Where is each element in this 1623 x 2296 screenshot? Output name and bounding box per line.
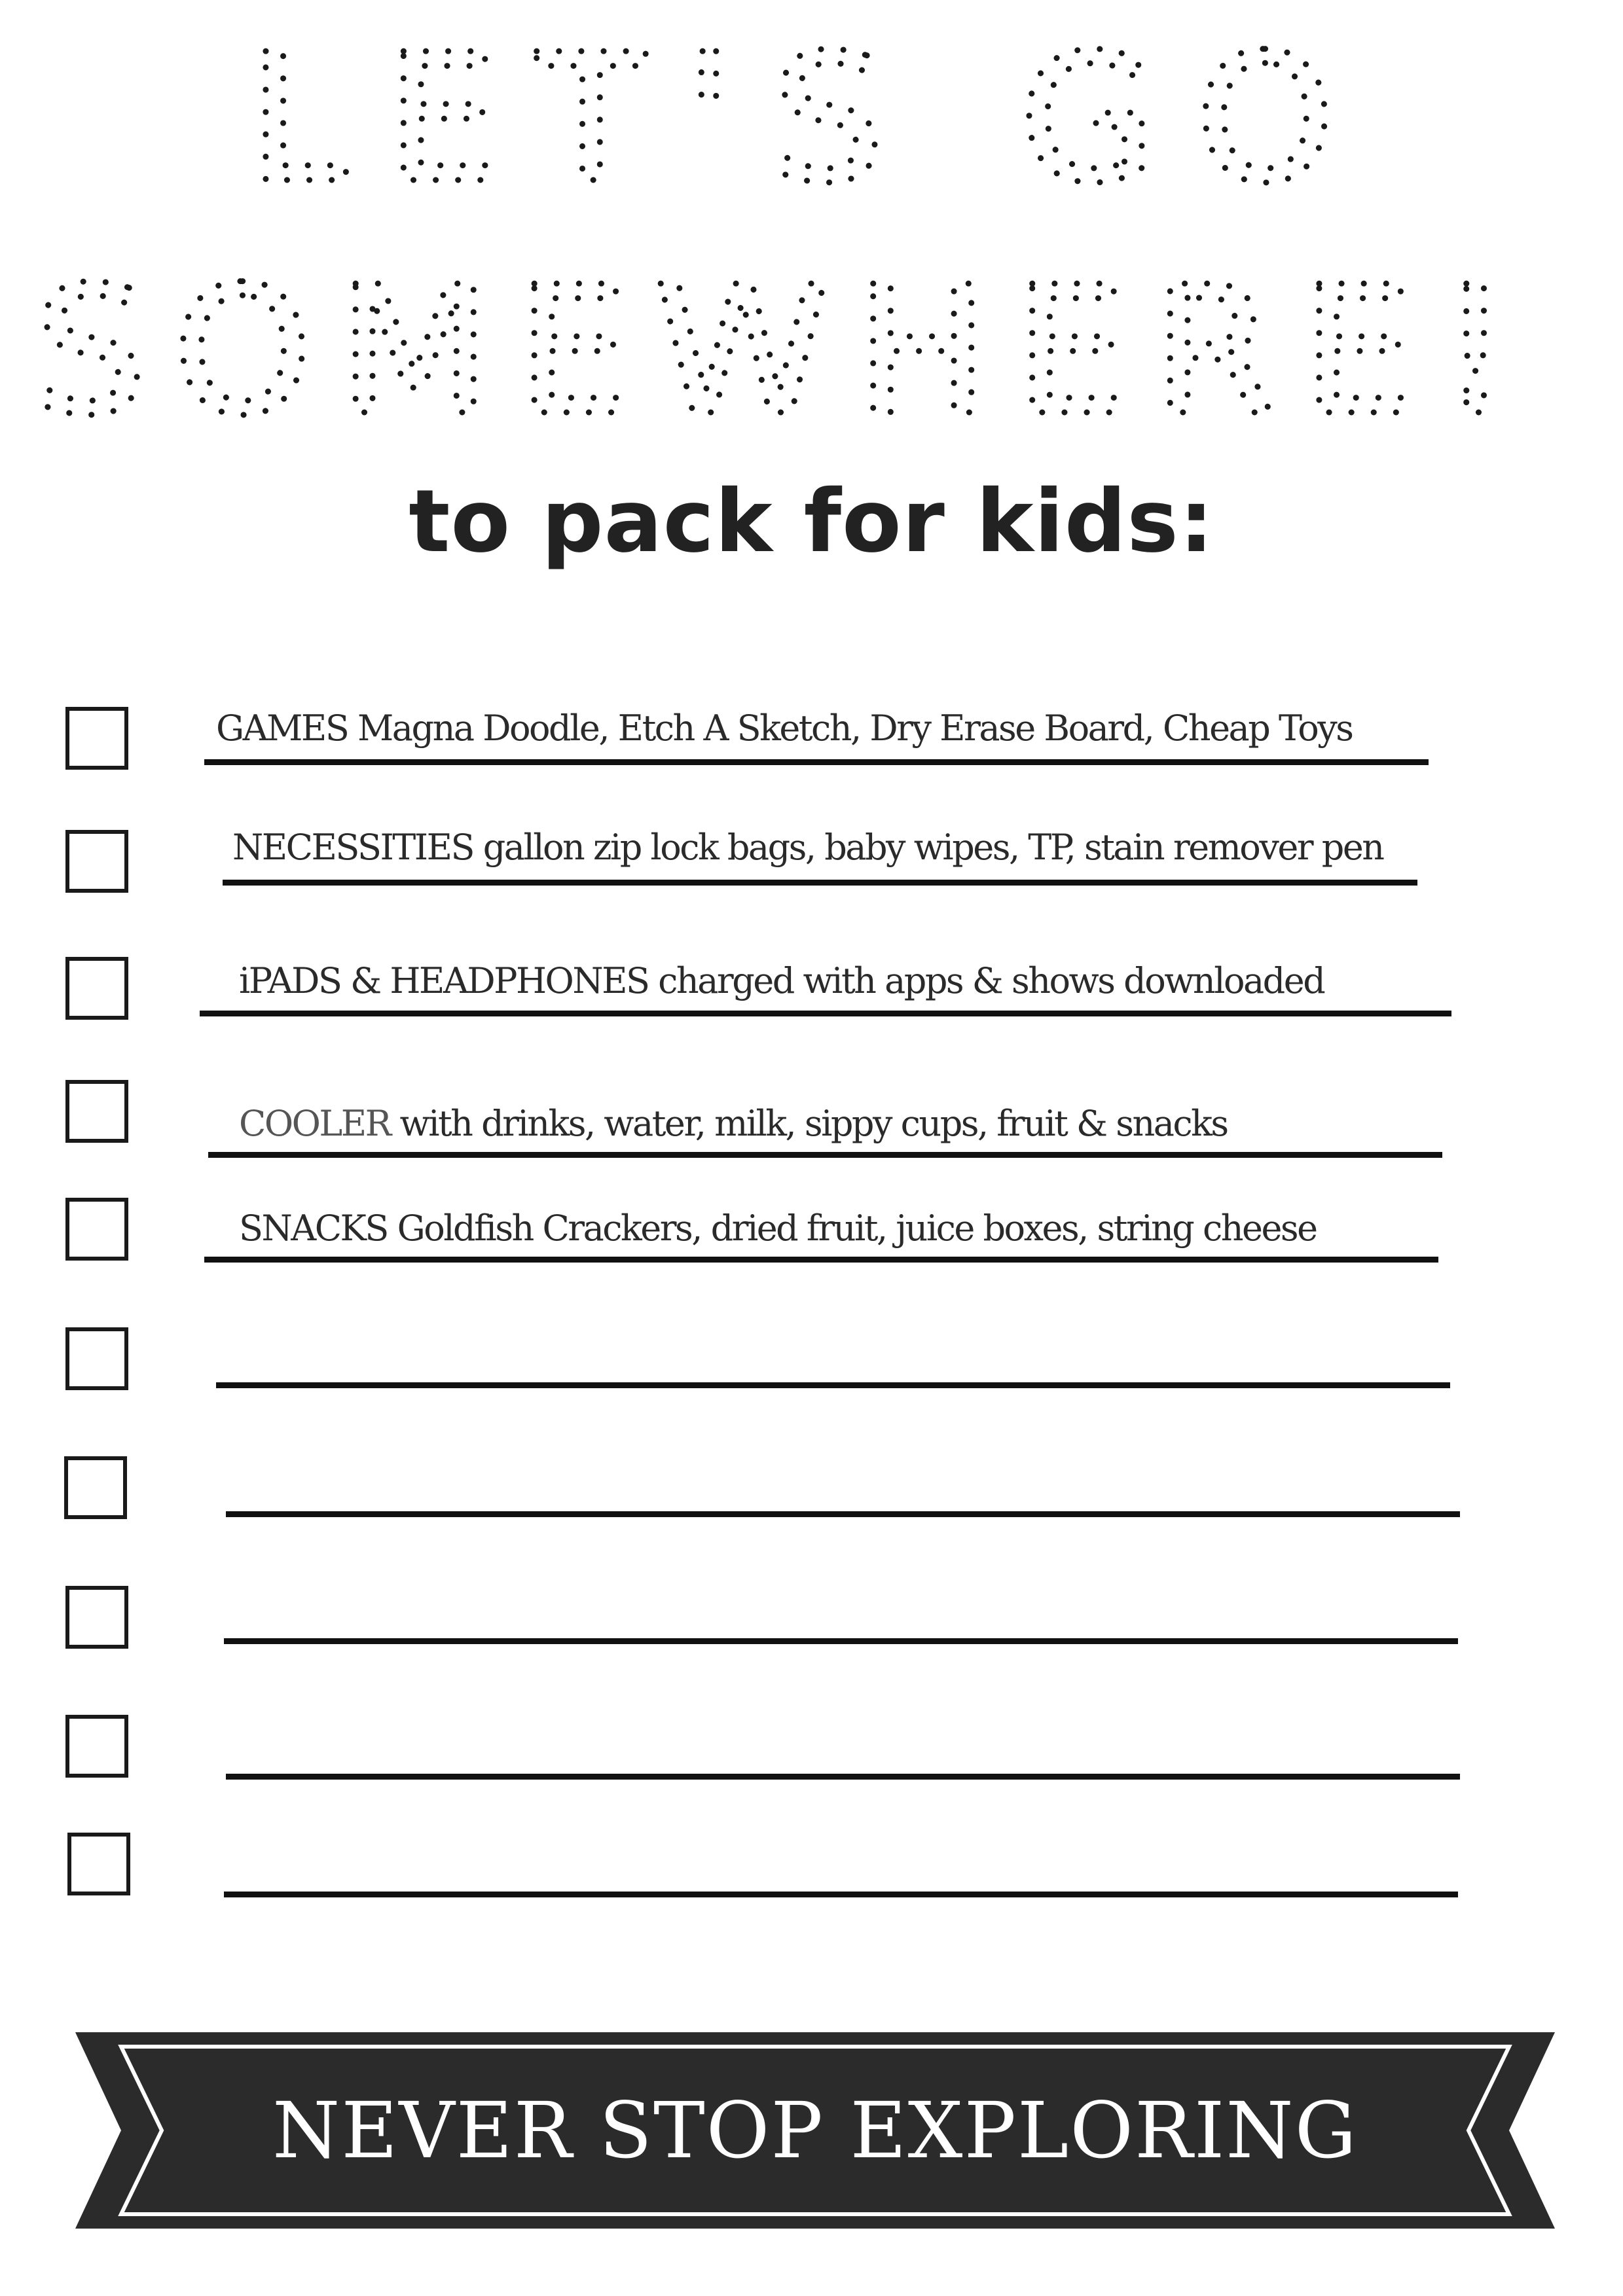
checkbox-2[interactable] bbox=[65, 830, 128, 893]
checklist-row-1 bbox=[0, 707, 1623, 779]
write-line-10[interactable] bbox=[224, 1892, 1458, 1897]
write-line-2 bbox=[223, 880, 1417, 886]
item-details-3: charged with apps & shows downloaded bbox=[658, 960, 1324, 1001]
checkbox-3[interactable] bbox=[65, 957, 128, 1020]
title-line-1 bbox=[0, 26, 1623, 196]
item-text-4 bbox=[239, 1103, 1228, 1144]
checkbox-6[interactable] bbox=[65, 1327, 128, 1390]
checkbox-1[interactable] bbox=[65, 707, 128, 770]
write-line-3 bbox=[200, 1011, 1451, 1016]
item-category-2: NECESSITIES bbox=[232, 827, 474, 868]
write-line-7[interactable] bbox=[226, 1511, 1460, 1517]
checkbox-4[interactable] bbox=[65, 1080, 128, 1143]
checklist-row-2 bbox=[0, 827, 1623, 902]
checkbox-8[interactable] bbox=[65, 1586, 128, 1649]
item-details-4: with drinks, water, milk, sippy cups, fruit & snacks bbox=[399, 1103, 1228, 1144]
checklist-row-8 bbox=[0, 1586, 1623, 1658]
checklist-row-6 bbox=[0, 1327, 1623, 1399]
checklist-row-10 bbox=[0, 1833, 1623, 1905]
item-text-1 bbox=[216, 708, 1353, 749]
item-text-2 bbox=[232, 827, 1383, 868]
title-line-1-text bbox=[248, 16, 1374, 222]
write-line-8[interactable] bbox=[224, 1638, 1458, 1644]
item-category-4: COOLER bbox=[239, 1103, 390, 1144]
item-category-1: GAMES bbox=[216, 708, 348, 749]
item-details-1: Magna Doodle, Etch A Sketch, Dry Erase Board, Cheap Toys bbox=[357, 708, 1353, 749]
write-line-6[interactable] bbox=[216, 1382, 1450, 1388]
write-line-5 bbox=[204, 1257, 1438, 1263]
item-category-3: iPADS & HEADPHONES bbox=[239, 960, 649, 1001]
checklist-row-7 bbox=[0, 1456, 1623, 1528]
item-details-2: gallon zip lock bags, baby wipes, TP, stain remover pen bbox=[483, 827, 1383, 868]
write-line-1 bbox=[204, 759, 1429, 765]
title-line-2-text bbox=[35, 248, 1537, 454]
never-stop-exploring-banner bbox=[75, 2032, 1555, 2229]
item-text-3 bbox=[239, 960, 1324, 1001]
checkbox-7[interactable] bbox=[64, 1456, 127, 1519]
subtitle: to pack for kids: bbox=[409, 471, 1214, 572]
checklist-row-4 bbox=[0, 1080, 1623, 1152]
checkbox-5[interactable] bbox=[65, 1198, 128, 1261]
item-text-5 bbox=[239, 1208, 1317, 1249]
write-line-9[interactable] bbox=[226, 1774, 1460, 1780]
item-category-5: SNACKS bbox=[239, 1208, 388, 1249]
checkbox-9[interactable] bbox=[65, 1715, 128, 1778]
checklist-row-9 bbox=[0, 1715, 1623, 1787]
item-details-5: Goldfish Crackers, dried fruit, juice boxes, string cheese bbox=[397, 1208, 1317, 1249]
title-line-2 bbox=[0, 255, 1623, 432]
checkbox-10[interactable] bbox=[67, 1833, 130, 1895]
write-line-4 bbox=[208, 1152, 1442, 1158]
banner-text: NEVER STOP EXPLORING bbox=[272, 2085, 1358, 2176]
checklist-row-5 bbox=[0, 1198, 1623, 1270]
checklist-row-3 bbox=[0, 957, 1623, 1029]
